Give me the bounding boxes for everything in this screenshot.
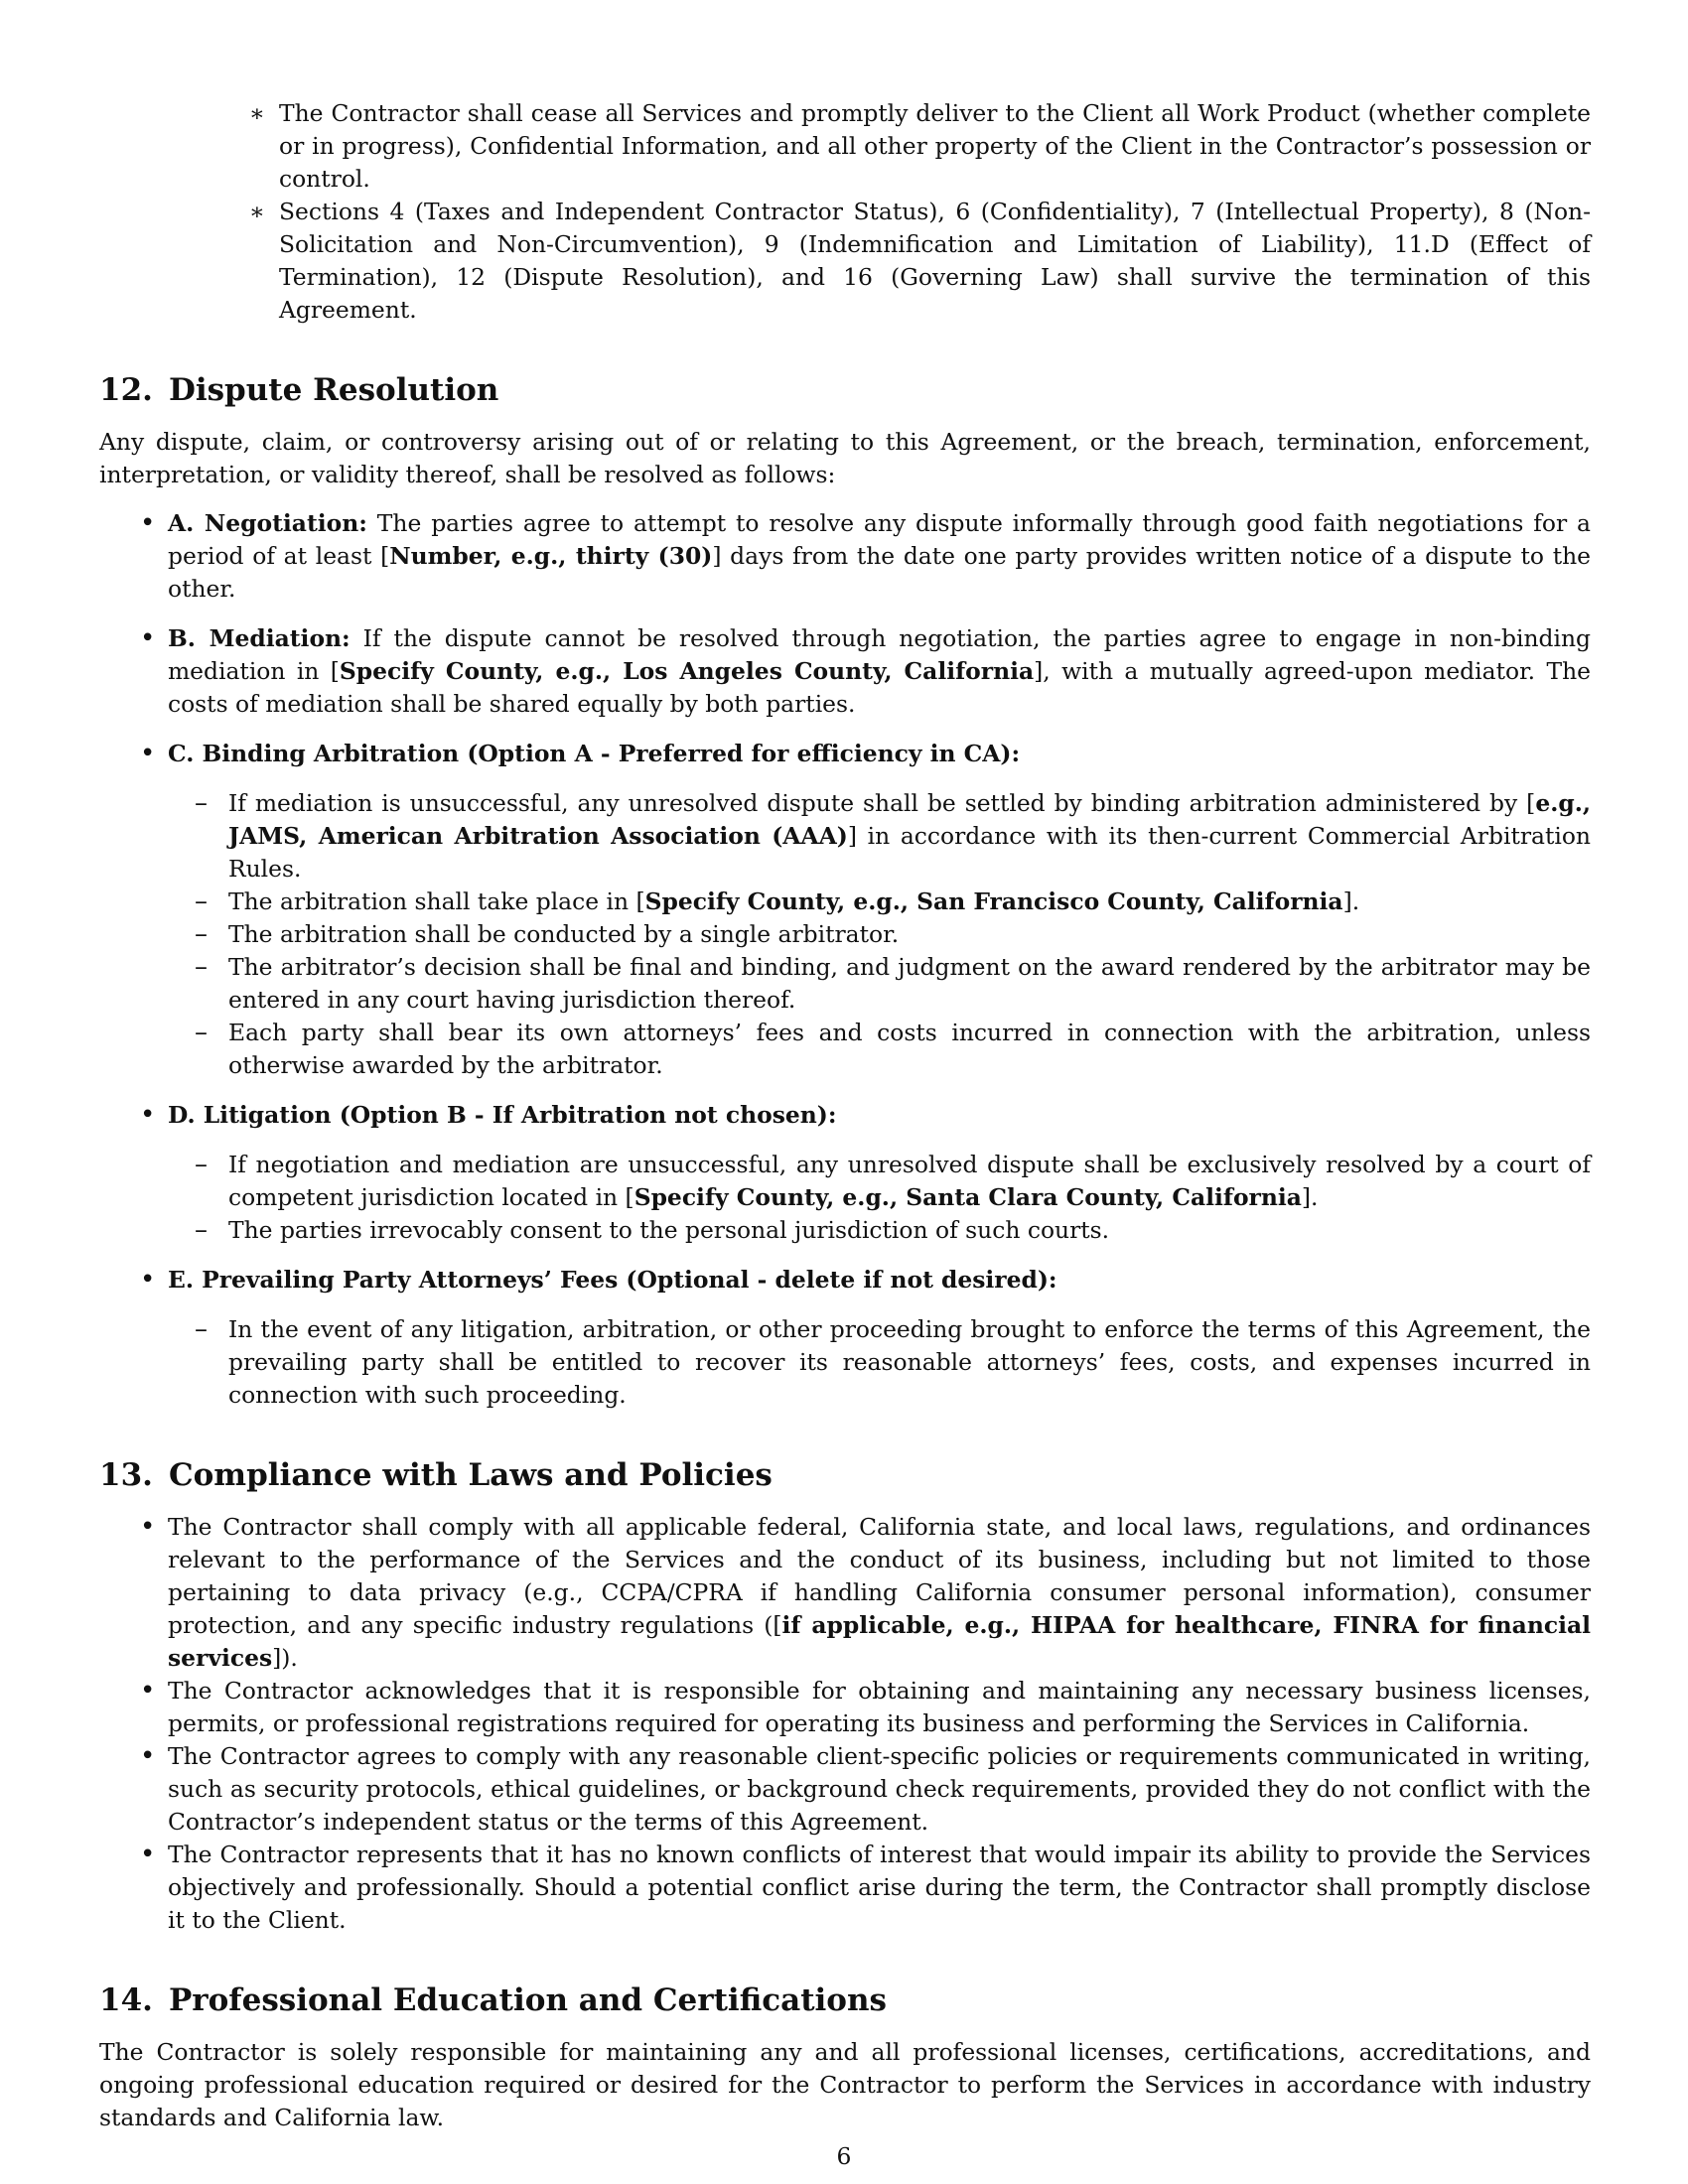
bullet-marker: •	[140, 1265, 156, 1295]
section-title: Compliance with Laws and Policies	[168, 1457, 773, 1493]
list-item	[249, 97, 1591, 196]
list-item-text: Sections 4 (Taxes and Independent Contractor Status), 6 (Confidentiality), 7 (Intellectual Property), 8 (Non-Solicitation and Non-Circumvention), 9 (Indemnification and Limitation of Liability), 11.D (Effect of Termination), 12 (Dispute Resolution), and 16 (Governing Law) shall survive the termination of this Agreement.	[279, 198, 1591, 324]
section-heading-13	[99, 1455, 1591, 1495]
section-number: 14.	[99, 1982, 153, 2018]
placeholder-text: e.g., JAMS, American Arbitration Association (AAA)	[228, 789, 1591, 850]
dash-marker: –	[195, 887, 208, 916]
page-number: 6	[836, 2142, 852, 2170]
sub-item: – The arbitration shall be conducted by a single arbitrator.	[195, 919, 900, 949]
sub-item: – If negotiation and mediation are unsuccessful, any unresolved dispute shall be exclusively resolved by a court of competent jurisdiction located in [Specify County, e.g., Santa Clara County, California].	[195, 1150, 1591, 1211]
placeholder-text: Specify County, e.g., San Francisco County, California	[644, 887, 1343, 915]
item-text: If the dispute cannot be resolved through negotiation, the parties agree to engage in non-binding mediation in [	[168, 624, 1591, 685]
section-heading-12	[99, 370, 1591, 410]
placeholder-text: if applicable, e.g., HIPAA for healthcare, FINRA for financial services	[168, 1611, 1591, 1672]
dash-marker: –	[195, 919, 208, 949]
item-text: ], with a mutually agreed-upon mediator. The costs of mediation shall be shared equally by both parties.	[168, 657, 1591, 718]
asterisk-marker: ∗	[249, 198, 265, 225]
list-item: • The Contractor acknowledges that it is responsible for obtaining and maintaining any necessary business licenses, permits, or professional registrations required for operating its business and performing the Services in California.	[140, 1676, 1591, 1737]
bullet-marker: •	[140, 623, 156, 653]
list-item	[249, 196, 1591, 327]
asterisk-marker: ∗	[249, 99, 265, 127]
list-item: • The Contractor represents that it has no known conflicts of interest that would impair its ability to provide the Services objectively and professionally. Should a potential conflict arise during the term, the Contractor shall promptly disclose it to the Client.	[140, 1840, 1591, 1934]
sub-item: – The arbitration shall take place in [Specify County, e.g., San Francisco County, California].	[195, 887, 1360, 916]
item-label: E. Prevailing Party Attorneys’ Fees (Optional - delete if not desired):	[168, 1266, 1057, 1294]
item-label: D. Litigation (Option B - If Arbitration not chosen):	[168, 1101, 837, 1129]
dash-marker: –	[195, 952, 208, 982]
list-item-arbitration	[140, 738, 1591, 1082]
document-page	[99, 97, 1591, 2134]
placeholder-text: Specify County, e.g., Santa Clara County, California	[633, 1183, 1302, 1211]
bullet-marker: •	[140, 1512, 156, 1542]
section-number: 13.	[99, 1457, 153, 1493]
placeholder-text: Specify County, e.g., Los Angeles County, California	[339, 657, 1035, 685]
section-title: Professional Education and Certifications	[168, 1982, 887, 2018]
section-number: 12.	[99, 372, 153, 408]
bullet-marker: •	[140, 1100, 156, 1130]
dash-marker: –	[195, 1018, 208, 1047]
bullet-marker: •	[140, 739, 156, 768]
attorneys-fees-sublist	[168, 1313, 1591, 1412]
bullet-marker: •	[140, 1676, 156, 1706]
section-title: Dispute Resolution	[168, 372, 499, 408]
list-item-litigation	[140, 1099, 1591, 1247]
list-item-text: The Contractor shall cease all Services and promptly deliver to the Client all Work Product (whether complete or in progress), Confidential Information, and all other property of the Client in the Contractor’s possession or control.	[279, 99, 1591, 193]
dispute-resolution-list	[99, 507, 1591, 1412]
section-body: The Contractor is solely responsible for maintaining any and all professional licenses, certifications, accreditations, and ongoing professional education required or desired for the Contractor to perform the Services in accordance with industry standards and California law.	[99, 2038, 1591, 2131]
list-item-negotiation	[140, 507, 1591, 606]
sub-item: – Each party shall bear its own attorneys’ fees and costs incurred in connection with the arbitration, unless otherwise awarded by the arbitrator.	[195, 1018, 1591, 1079]
list-item: • The Contractor agrees to comply with any reasonable client-specific policies or requirements communicated in writing, such as security protocols, ethical guidelines, or background check requirements, provided they do not conflict with the Contractor’s independent status or the terms of this Agreement.	[140, 1741, 1591, 1836]
arbitration-sublist	[168, 787, 1591, 1082]
sub-item: – In the event of any litigation, arbitration, or other proceeding brought to enforce the terms of this Agreement, the prevailing party shall be entitled to recover its reasonable attorneys’ fees, costs, and expenses incurred in connection with such proceeding.	[195, 1314, 1591, 1409]
termination-effects-list	[99, 97, 1591, 327]
item-label: A. Negotiation:	[168, 509, 367, 537]
dash-marker: –	[195, 1314, 208, 1344]
compliance-list	[99, 1511, 1591, 1937]
dash-marker: –	[195, 788, 208, 818]
section-heading-14	[99, 1980, 1591, 2020]
item-label: C. Binding Arbitration (Option A - Preferred for efficiency in CA):	[168, 740, 1021, 767]
list-item: • The Contractor shall comply with all applicable federal, California state, and local laws, regulations, and ordinances relevant to the performance of the Services and the conduct of its business, including but not limited to those pertaining to data privacy (e.g., CCPA/CPRA if handling California consumer personal information), consumer protection, and any specific industry regulations ([if applicable, e.g., HIPAA for healthcare, FINRA for financial services]).	[140, 1512, 1591, 1672]
section-intro: Any dispute, claim, or controversy arising out of or relating to this Agreement, or the breach, termination, enforcement, interpretation, or validity thereof, shall be resolved as follows:	[99, 428, 1591, 488]
sub-item: – The parties irrevocably consent to the personal jurisdiction of such courts.	[195, 1215, 1110, 1245]
litigation-sublist	[168, 1149, 1591, 1247]
list-item-mediation	[140, 622, 1591, 721]
item-label: B. Mediation:	[168, 624, 351, 652]
dash-marker: –	[195, 1150, 208, 1179]
sub-item: – If mediation is unsuccessful, any unresolved dispute shall be settled by binding arbitration administered by [e.g., JAMS, American Arbitration Association (AAA)] in accordance with its then-current Commercial Arbitration Rules.	[195, 788, 1591, 883]
placeholder-text: Number, e.g., thirty (30)	[389, 542, 713, 570]
list-item-attorneys-fees	[140, 1264, 1591, 1412]
bullet-marker: •	[140, 1741, 156, 1771]
bullet-marker: •	[140, 508, 156, 538]
sub-item: – The arbitrator’s decision shall be final and binding, and judgment on the award rendered by the arbitrator may be entered in any court having jurisdiction thereof.	[195, 952, 1591, 1014]
item-text: ] days from the date one party provides written notice of a dispute to the other.	[168, 542, 1591, 603]
item-text: The parties agree to attempt to resolve any dispute informally through good faith negotiations for a period of at least [	[168, 509, 1591, 570]
bullet-marker: •	[140, 1840, 156, 1869]
dash-marker: –	[195, 1215, 208, 1245]
